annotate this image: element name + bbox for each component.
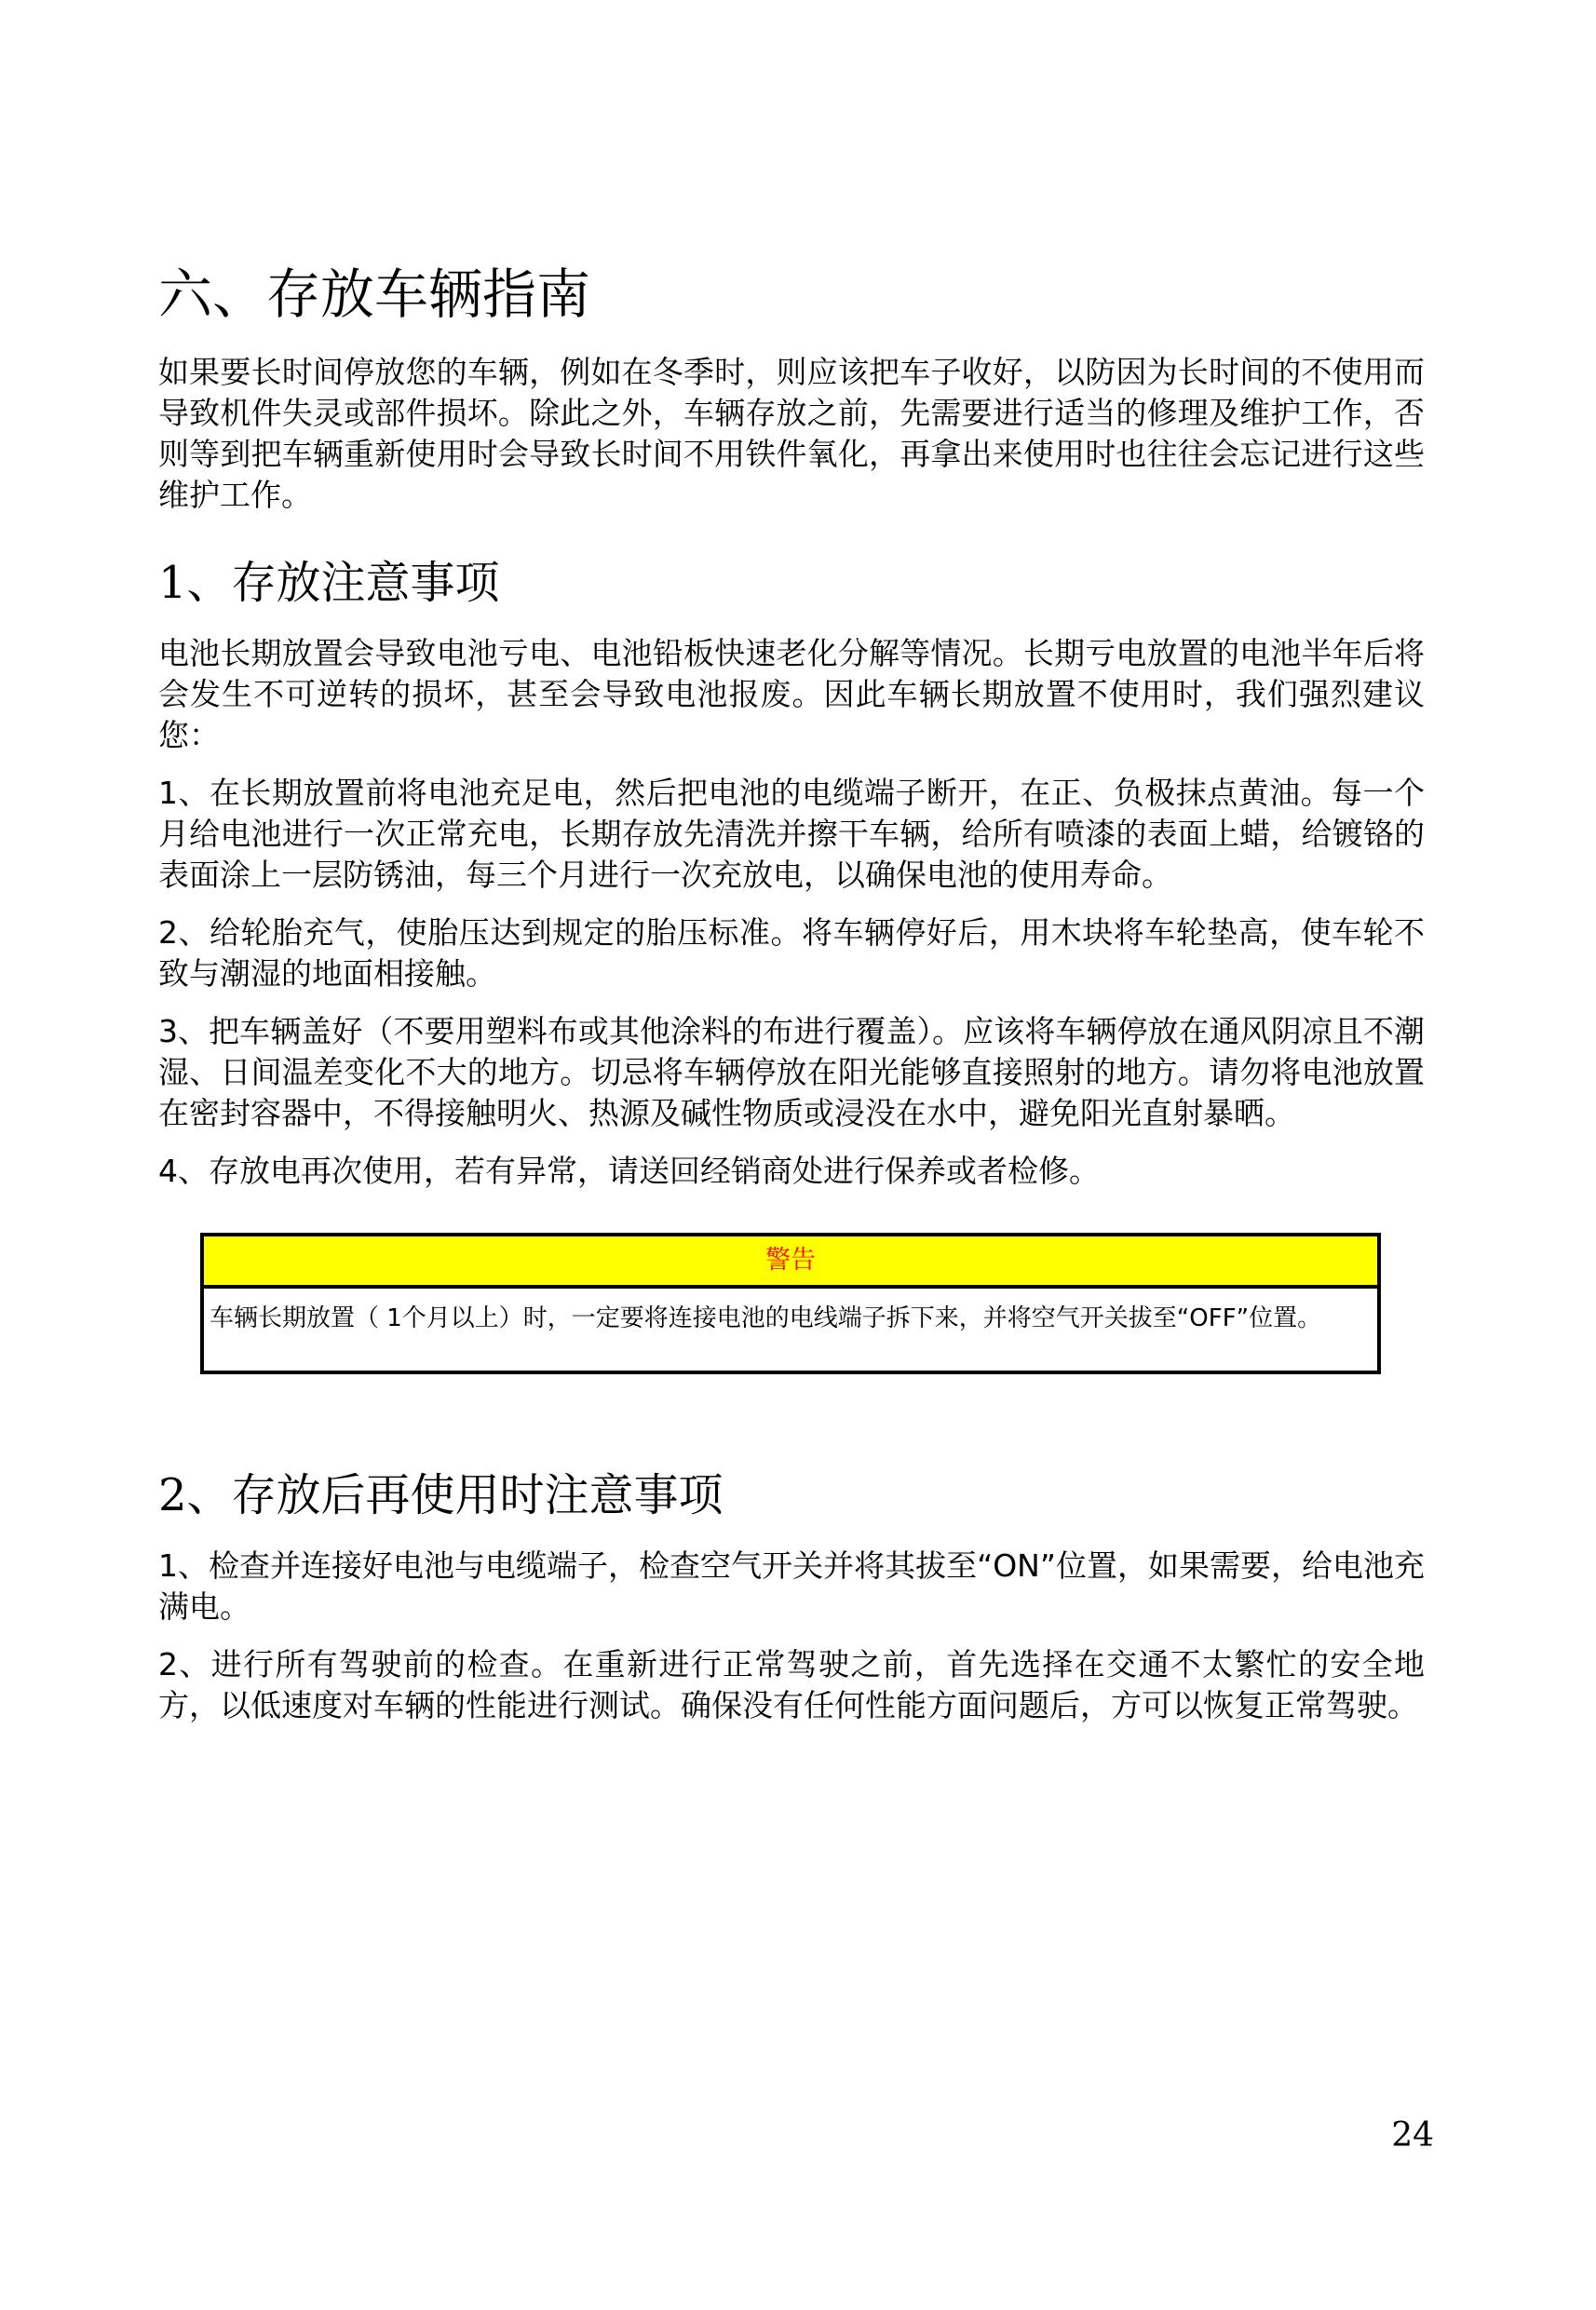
page-number: 24 [1391,2116,1434,2155]
warning-text: 车辆长期放置（ 1个月以上）时，一定要将连接电池的电线端子拆下来，并将空气开关拔至“OFF”位置。 [210,1304,1322,1332]
section1-item-1: 1、在长期放置前将电池充足电，然后把电池的电缆端子断开，在正、负极抹点黄油。每一个月给电池进行一次正常充电，长期存放先清洗并擦干车辆，给所有喷漆的表面上蜡，给镀铬的表面涂上一层防锈油，每三个月进行一次充放电，以确保电池的使用寿命。 [158,775,1425,893]
section1-heading: 1、存放注意事项 [158,557,500,609]
intro-paragraph: 如果要长时间停放您的车辆，例如在冬季时，则应该把车子收好，以防因为长时间的不使用而导致机件失灵或部件损坏。除此之外，车辆存放之前，先需要进行适当的修理及维护工作，否则等到把车辆重新使用时会导致长时间不用铁件氧化，再拿出来使用时也往往会忘记进行这些维护工作。 [158,354,1425,513]
page-content [158,261,1425,1743]
chapter-title: 六、存放车辆指南 [158,263,591,326]
section2-item-1: 1、检查并连接好电池与电缆端子，检查空气开关并将其拔至“ON”位置，如果需要，给电池充满电。 [158,1547,1425,1625]
section2-item-2: 2、进行所有驾驶前的检查。在重新进行正常驾驶之前，首先选择在交通不太繁忙的安全地方，以低速度对车辆的性能进行测试。确保没有任何性能方面问题后，方可以恢复正常驾驶。 [158,1646,1425,1723]
section2-heading: 2、存放后再使用时注意事项 [158,1469,724,1521]
section2 [158,1467,1425,1726]
section1-item-4: 4、存放电再次使用，若有异常，请送回经销商处进行保养或者检修。 [158,1153,1100,1189]
warning-label: 警告 [204,1236,1377,1289]
warning-box [200,1233,1381,1374]
section1-lead: 电池长期放置会导致电池亏电、电池铅板快速老化分解等情况。长期亏电放置的电池半年后将会发生不可逆转的损坏，甚至会导致电池报废。因此车辆长期放置不使用时，我们强烈建议您： [158,635,1425,753]
section1-item-2: 2、给轮胎充气，使胎压达到规定的胎压标准。将车辆停好后，用木块将车轮垫高，使车轮不致与潮湿的地面相接触。 [158,914,1425,992]
section1-item-3: 3、把车辆盖好（不要用塑料布或其他涂料的布进行覆盖）。应该将车辆停放在通风阴凉且不潮湿、日间温差变化不大的地方。切忌将车辆停放在阳光能够直接照射的地方。请勿将电池放置在密封容器中，不得接触明火、热源及碱性物质或浸没在水中，避免阳光直射暴晒。 [158,1013,1425,1131]
